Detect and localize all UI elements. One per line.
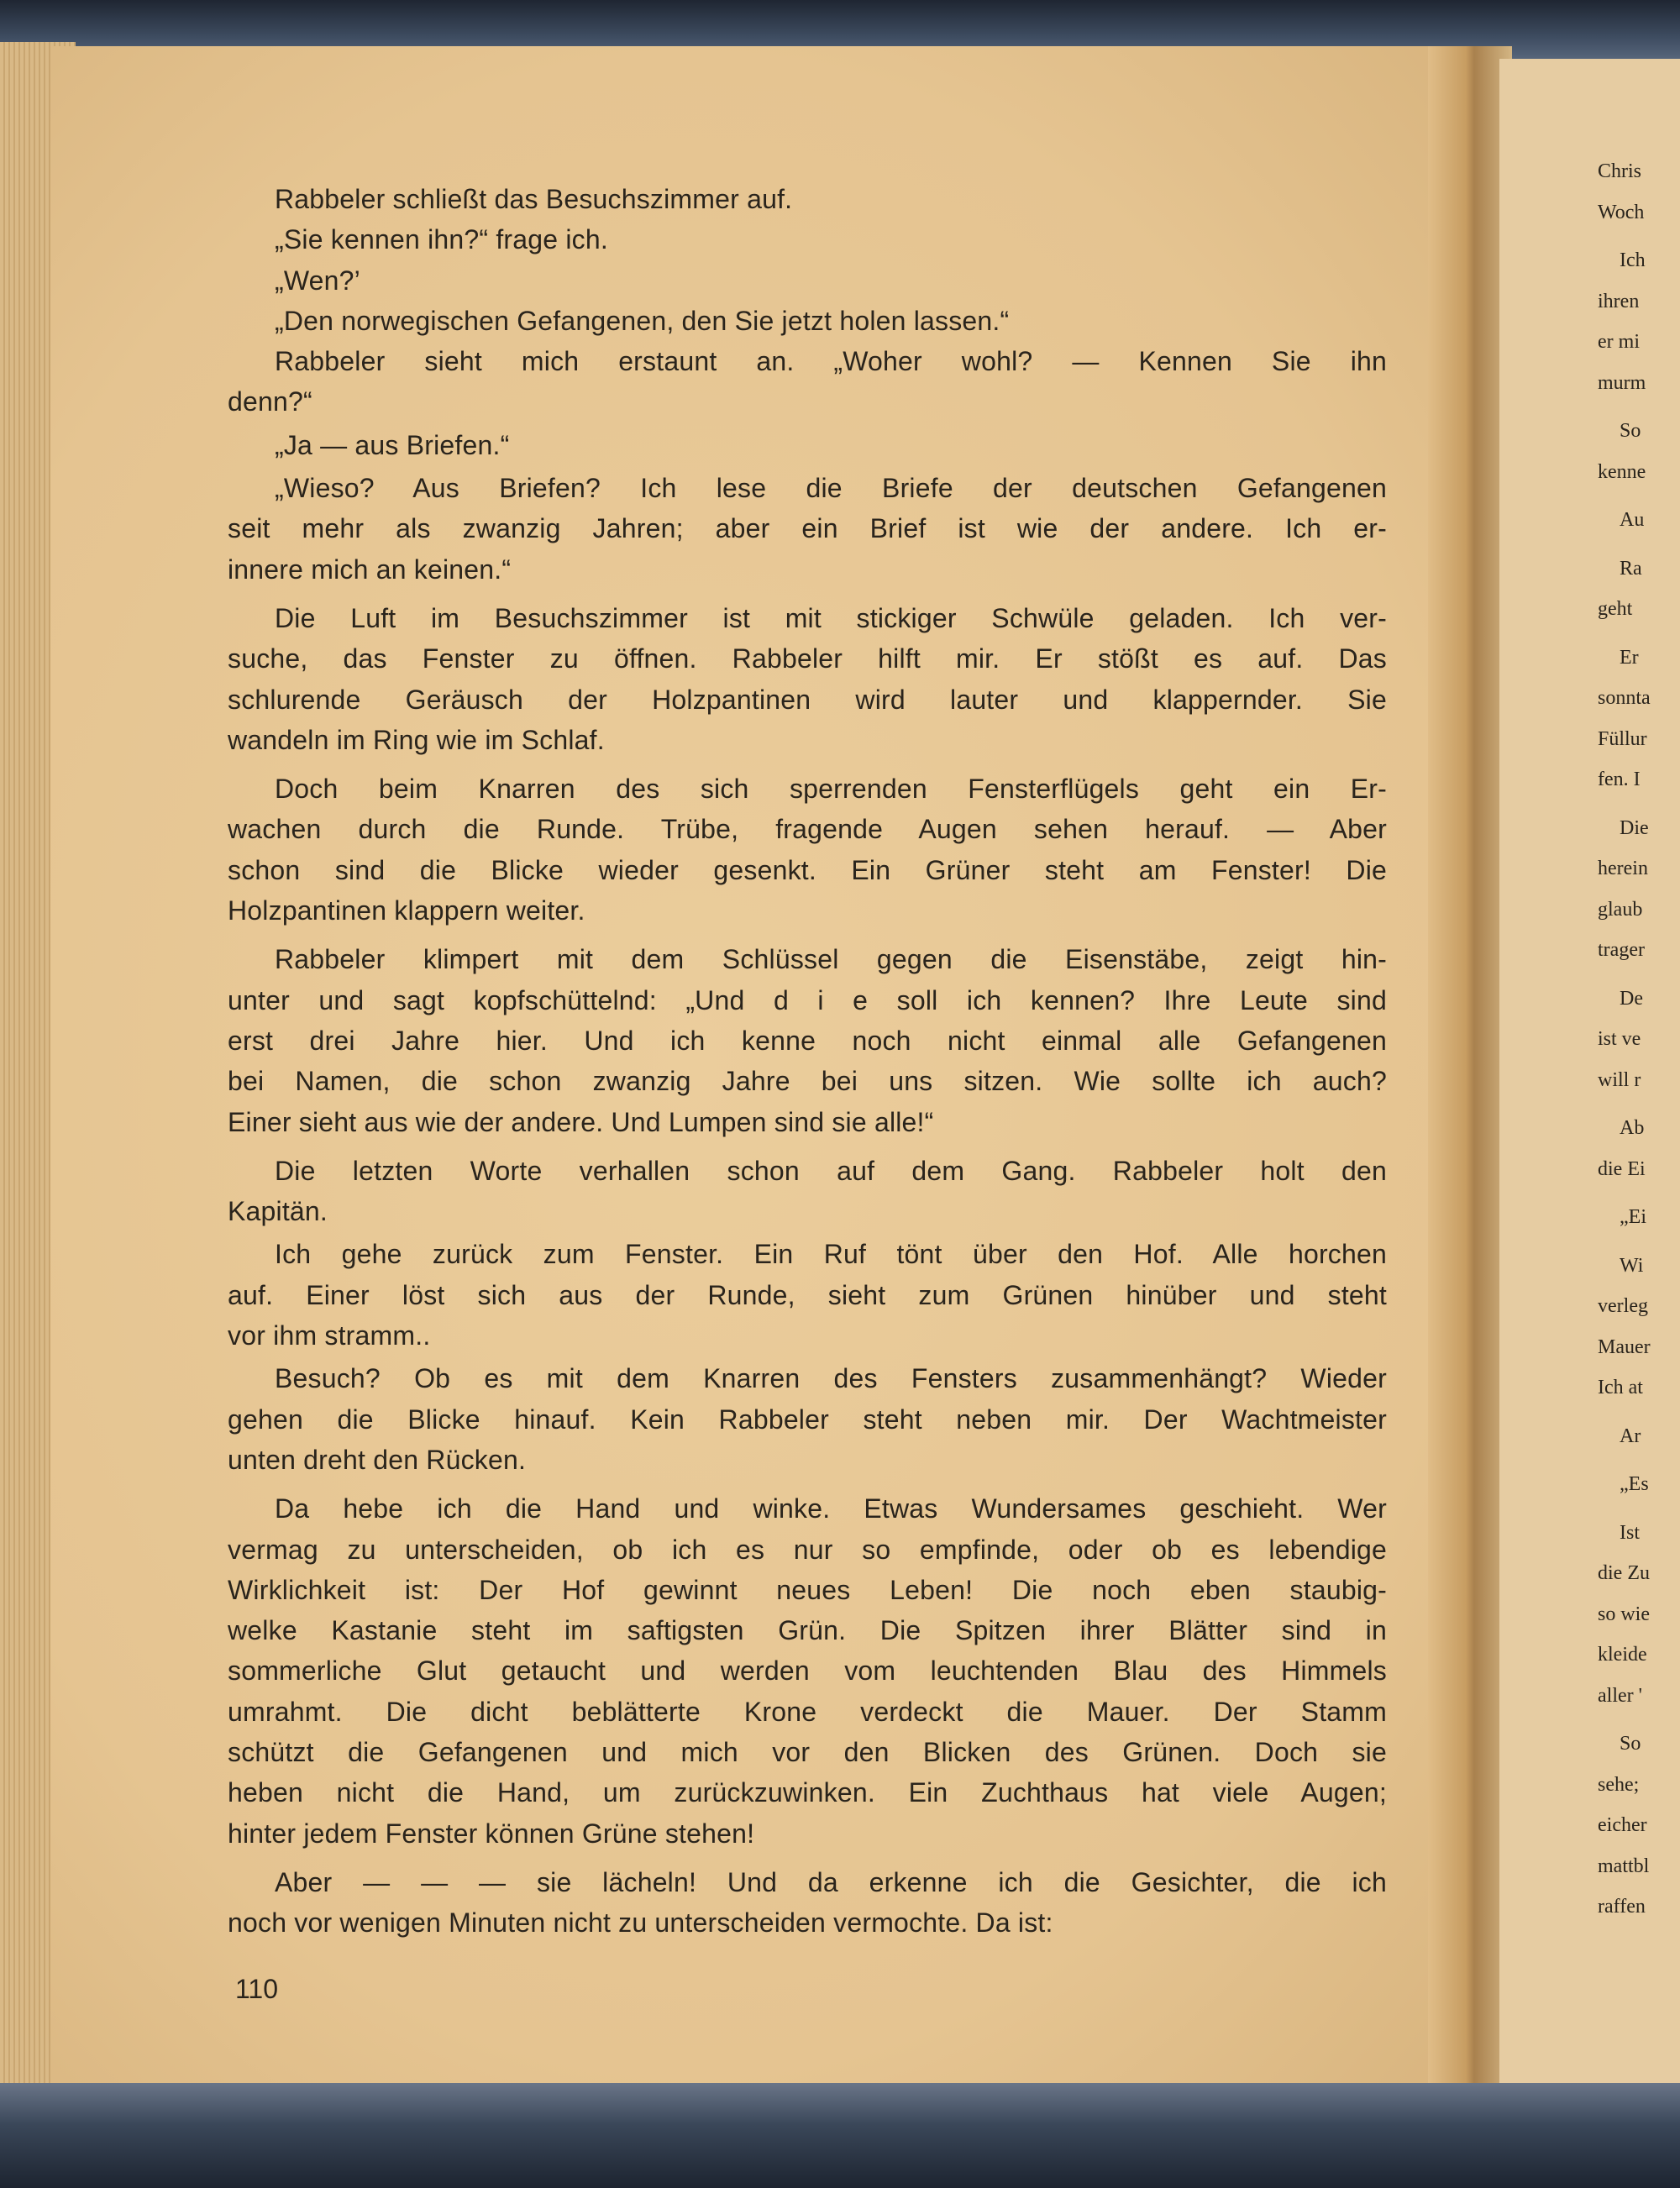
text-line: Ra	[1620, 557, 1642, 580]
text-line: „Ja — aus Briefen.“	[275, 429, 510, 460]
text-line: Mauer	[1598, 1335, 1651, 1358]
text-line: will r	[1598, 1068, 1641, 1091]
paragraph	[228, 1151, 1387, 1232]
text-line: Rabbeler schließt das Besuchszimmer auf.	[275, 184, 793, 214]
text-line: raffen	[1598, 1896, 1646, 1918]
book-cover-bottom-edge	[0, 2083, 1680, 2188]
text-line: „Es	[1620, 1473, 1649, 1495]
text-line: bei Namen, die schon zwanzig Jahre bei uns sitzen. Wie sollte ich auch?	[228, 1066, 1387, 1097]
text-line: Wi	[1620, 1254, 1644, 1277]
paragraph	[228, 769, 1387, 931]
text-line: Die letzten Worte verhallen schon auf dem Gang. Rabbeler holt den	[275, 1155, 1387, 1186]
text-line: mattbl	[1598, 1855, 1650, 1877]
paragraph	[1598, 979, 1680, 1101]
text-line: sommerliche Glut getaucht und werden vom leuchtenden Blau des Himmels	[228, 1655, 1387, 1687]
text-line: So	[1620, 420, 1641, 442]
text-line: Die Luft im Besuchszimmer ist mit stickiger Schwüle geladen. Ich ver-	[275, 602, 1387, 633]
text-line: Aber — — — sie lächeln! Und da erkenne ich die Gesichter, die ich	[275, 1866, 1387, 1897]
paragraph	[228, 301, 1387, 341]
paragraph	[1598, 151, 1680, 233]
text-line: Chris	[1598, 160, 1642, 182]
text-line: Kapitän.	[228, 1196, 328, 1227]
text-line: wachen durch die Runde. Trübe, fragende Augen sehen herauf. — Aber	[228, 814, 1387, 845]
text-line: Die	[1620, 816, 1649, 839]
text-line: De	[1620, 987, 1643, 1010]
text-line: sehe;	[1598, 1773, 1640, 1796]
right-page-body-text	[1598, 151, 1680, 1928]
paragraph	[1598, 1513, 1680, 1717]
text-line: Rabbeler klimpert mit dem Schlüssel gegen die Eisenstäbe, zeigt hin-	[275, 944, 1387, 975]
text-line: gehen die Blicke hinauf. Kein Rabbeler steht neben mir. Der Wachtmeister	[228, 1404, 1387, 1435]
text-line: sonnta	[1598, 687, 1651, 709]
paragraph	[1598, 1724, 1680, 1928]
paragraph	[228, 341, 1387, 422]
text-line: die Zu	[1598, 1562, 1650, 1584]
text-line: Ist	[1620, 1521, 1640, 1544]
text-line: Rabbeler sieht mich erstaunt an. „Woher wohl? — Kennen Sie ihn	[275, 346, 1387, 377]
text-line: ist ve	[1598, 1028, 1641, 1050]
paragraph	[228, 468, 1387, 590]
text-line: suche, das Fenster zu öffnen. Rabbeler hilft mir. Er stößt es auf. Das	[228, 643, 1387, 674]
paragraph	[1598, 548, 1680, 630]
text-line: er mi	[1598, 331, 1640, 353]
text-line: so wie	[1598, 1603, 1650, 1625]
text-line: noch vor wenigen Minuten nicht zu unterscheiden vermochte. Da ist:	[228, 1907, 1053, 1939]
paragraph	[1598, 1108, 1680, 1189]
text-line: trager	[1598, 939, 1645, 961]
text-line: Doch beim Knarren des sich sperrenden Fensterflügels geht ein Er-	[275, 774, 1387, 805]
text-line: Ich gehe zurück zum Fenster. Ein Ruf tönt über den Hof. Alle horchen	[275, 1239, 1387, 1270]
text-line: Wirklichkeit ist: Der Hof gewinnt neues Leben! Die noch eben staubig-	[228, 1574, 1387, 1605]
text-line: unten dreht den Rücken.	[228, 1444, 527, 1475]
paragraph	[1598, 638, 1680, 800]
text-line: vor ihm stramm..	[228, 1320, 431, 1351]
paragraph	[1598, 500, 1680, 541]
paragraph	[228, 219, 1387, 260]
left-page-body-text	[228, 179, 1387, 1943]
text-line: hinter jedem Fenster können Grüne stehen!	[228, 1818, 755, 1849]
text-line: heben nicht die Hand, um zurückzuwinken. Ein Zuchthaus hat viele Augen;	[228, 1777, 1387, 1808]
text-line: innere mich an keinen.“	[228, 554, 512, 585]
text-line: vermag zu unterscheiden, ob ich es nur so empfinde, oder ob es lebendige	[228, 1534, 1387, 1565]
text-line: herein	[1598, 858, 1648, 879]
text-line: unter und sagt kopfschüttelnd: „Und d i e soll ich kennen? Ihre Leute sind	[228, 984, 1387, 1015]
paragraph	[1598, 240, 1680, 403]
text-line: die Ei	[1598, 1157, 1646, 1180]
paragraph	[228, 1234, 1387, 1356]
text-line: murm	[1598, 371, 1646, 394]
text-line: Ab	[1620, 1117, 1645, 1139]
text-line: „Wen?’	[275, 265, 360, 296]
paragraph	[1598, 1197, 1680, 1238]
text-line: verleg	[1598, 1295, 1648, 1317]
text-line: fen. I	[1598, 769, 1641, 790]
text-line: schlurende Geräusch der Holzpantinen wird lauter und klappernder. Sie	[228, 684, 1387, 715]
paragraph	[228, 260, 1387, 301]
text-line: kenne	[1598, 460, 1646, 483]
text-line: geht	[1598, 598, 1633, 620]
text-line: aller '	[1598, 1684, 1642, 1707]
text-line: Füllur	[1598, 727, 1647, 750]
text-line: welke Kastanie steht im saftigsten Grün. Die Spitzen ihrer Blätter sind in	[228, 1615, 1387, 1646]
page-number: 110	[235, 1974, 279, 2004]
text-line: „Wieso? Aus Briefen? Ich lese die Briefe der deutschen Gefangenen	[275, 473, 1387, 504]
text-line: auf. Einer löst sich aus der Runde, sieht zum Grünen hinüber und steht	[228, 1279, 1387, 1310]
paragraph	[1598, 808, 1680, 971]
text-line: Ich at	[1598, 1377, 1643, 1398]
text-line: „Ei	[1620, 1206, 1646, 1228]
text-line: erst drei Jahre hier. Und ich kenne noch nicht einmal alle Gefangenen	[228, 1025, 1387, 1056]
text-line: „Den norwegischen Gefangenen, den Sie jetzt holen lassen.“	[275, 305, 1010, 336]
paragraph	[1598, 1464, 1680, 1505]
paragraph	[1598, 411, 1680, 492]
text-line: Er	[1620, 646, 1639, 669]
text-line: Au	[1620, 509, 1645, 531]
paragraph	[1598, 1246, 1680, 1409]
text-line: umrahmt. Die dicht beblätterte Krone verdeckt die Mauer. Der Stamm	[228, 1696, 1387, 1727]
paragraph	[228, 1862, 1387, 1944]
paragraph	[228, 425, 1387, 465]
paragraph	[228, 1358, 1387, 1480]
text-line: schützt die Gefangenen und mich vor den Blicken des Grünen. Doch sie	[228, 1736, 1387, 1767]
paragraph	[228, 179, 1387, 219]
text-line: glaub	[1598, 898, 1643, 921]
text-line: Holzpantinen klappern weiter.	[228, 895, 585, 926]
text-line: „Sie kennen ihn?“ frage ich.	[275, 224, 608, 255]
paragraph	[1598, 1416, 1680, 1457]
text-line: Ar	[1620, 1425, 1641, 1447]
text-line: Da hebe ich die Hand und winke. Etwas Wundersames geschieht. Wer	[275, 1493, 1387, 1524]
text-line: Besuch? Ob es mit dem Knarren des Fensters zusammenhängt? Wieder	[275, 1363, 1387, 1394]
text-line: eicher	[1598, 1814, 1647, 1836]
text-line: Woch	[1598, 201, 1645, 223]
paragraph	[228, 1488, 1387, 1854]
text-line: Einer sieht aus wie der andere. Und Lumpen sind sie alle!“	[228, 1106, 934, 1137]
paragraph	[228, 598, 1387, 760]
text-line: kleide	[1598, 1644, 1647, 1666]
text-line: denn?“	[228, 386, 312, 417]
text-line: seit mehr als zwanzig Jahren; aber ein Brief ist wie der andere. Ich er-	[228, 513, 1387, 544]
text-line: wandeln im Ring wie im Schlaf.	[228, 724, 605, 755]
text-line: So	[1620, 1733, 1641, 1755]
text-line: Ich	[1620, 249, 1646, 271]
paragraph	[228, 939, 1387, 1141]
text-line: schon sind die Blicke wieder gesenkt. Ein Grüner steht am Fenster! Die	[228, 854, 1387, 885]
text-line: ihren	[1598, 290, 1640, 312]
